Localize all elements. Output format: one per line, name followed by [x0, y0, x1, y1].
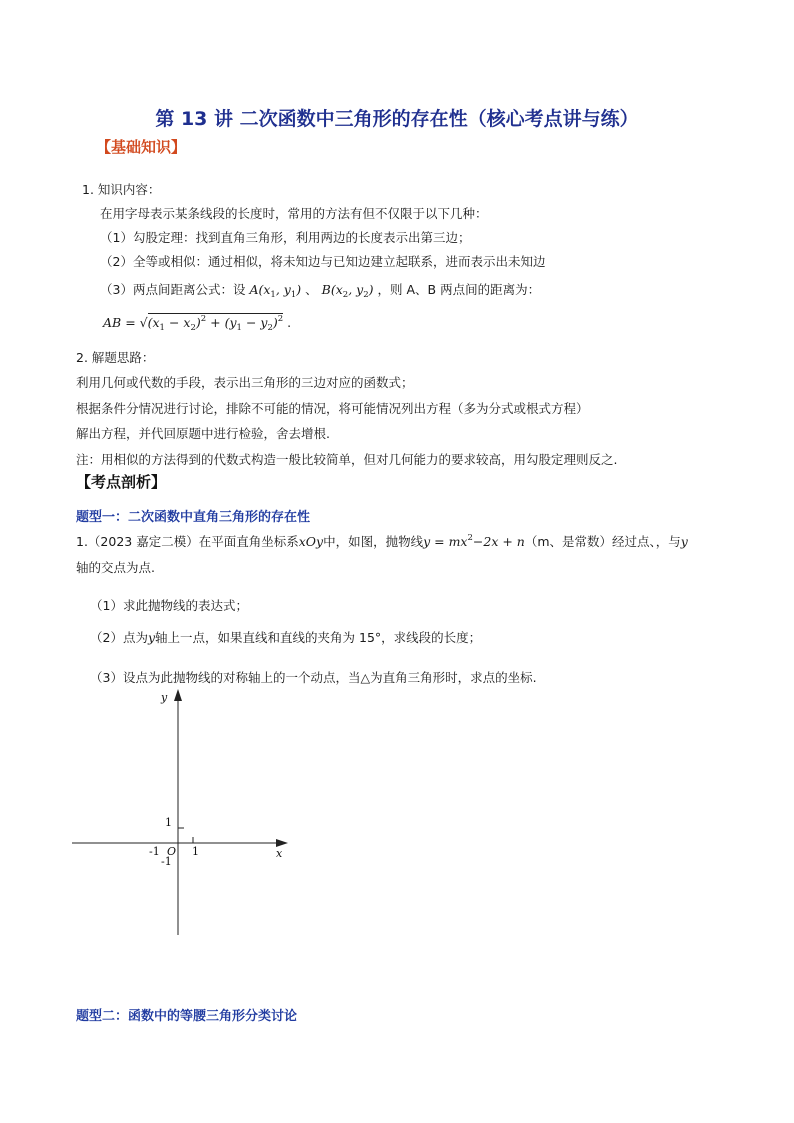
- method-1: （1）勾股定理：找到直角三角形，利用两边的长度表示出第三边；: [100, 230, 471, 245]
- distance-formula: AB = $√(x_1 - x_2)^2 + (y_1 - y_2)^2$ .: [103, 314, 292, 333]
- origin-label: O: [167, 845, 177, 858]
- basics-heading: 【基础知识】: [96, 138, 187, 156]
- method-3-prefix: （3）两点间距离公式：设: [100, 282, 246, 297]
- type1-heading: 题型一：二次函数中直角三角形的存在性: [76, 510, 311, 525]
- y-axis-arrow: [174, 689, 182, 701]
- coordinate-graph: [60, 685, 300, 945]
- x-axis-label: x: [276, 847, 283, 860]
- tick-label-y-neg: -1: [161, 855, 172, 868]
- item1-label: 1. 知识内容：: [82, 182, 161, 197]
- point-b-formula: $B(x_2$, $y_2$): [321, 282, 374, 300]
- step-2: 根据条件分情况进行讨论，排除不可能的情况，将可能情况列出方程（多为分式或根式方程）: [76, 401, 589, 416]
- question-1: （1）求此抛物线的表达式；: [90, 598, 248, 613]
- item2-label: 2. 解题思路：: [76, 350, 155, 365]
- question-2: （2）点为y轴上一点，如果直线和直线的夹角为 15°，求线段的长度；: [90, 630, 482, 645]
- y-axis-label: y: [161, 691, 168, 704]
- step-3: 解出方程，并代回原题中进行检验，舍去增根.: [76, 426, 330, 441]
- page-title: 第 13 讲 二次函数中三角形的存在性（核心考点讲与练）: [155, 108, 639, 130]
- step-1: 利用几何或代数的手段，表示出三角形的三边对应的函数式；: [76, 375, 414, 390]
- item1-intro: 在用字母表示某条线段的长度时，常用的方法有但不仅限于以下几种：: [100, 206, 488, 221]
- method-2: （2）全等或相似：通过相似，将未知边与已知边建立起联系，进而表示出未知边: [100, 254, 546, 269]
- method-3-separator: 、: [305, 282, 318, 297]
- x-axis-arrow: [276, 839, 288, 847]
- analysis-heading: 【考点剖析】: [76, 473, 167, 491]
- method-3-suffix: ，则 A、B 两点间的距离为：: [377, 282, 541, 297]
- tick-label-x-pos: 1: [192, 845, 199, 858]
- note: 注：用相似的方法得到的代数式构造一般比较简单，但对几何能力的要求较高，用勾股定理则反之.: [76, 452, 618, 467]
- point-a-formula: $A(x_1$, $y_1$): [249, 282, 302, 300]
- problem-line-1: 1.（2023 嘉定二模）在平面直角坐标系xOy中，如图，抛物线$y = mx^2-2x + n(m$、是常数）经过点、，与y: [76, 533, 688, 549]
- type2-heading: 题型二：函数中的等腰三角形分类讨论: [76, 1009, 298, 1024]
- problem-line-2: 轴的交点为点.: [76, 560, 155, 575]
- tick-label-x-neg: -1: [149, 845, 160, 858]
- question-3: （3）设点为此抛物线的对称轴上的一个动点，当△为直角三角形时，求点的坐标.: [90, 670, 537, 685]
- tick-label-y-pos: 1: [165, 816, 172, 829]
- method-3: [100, 280, 540, 300]
